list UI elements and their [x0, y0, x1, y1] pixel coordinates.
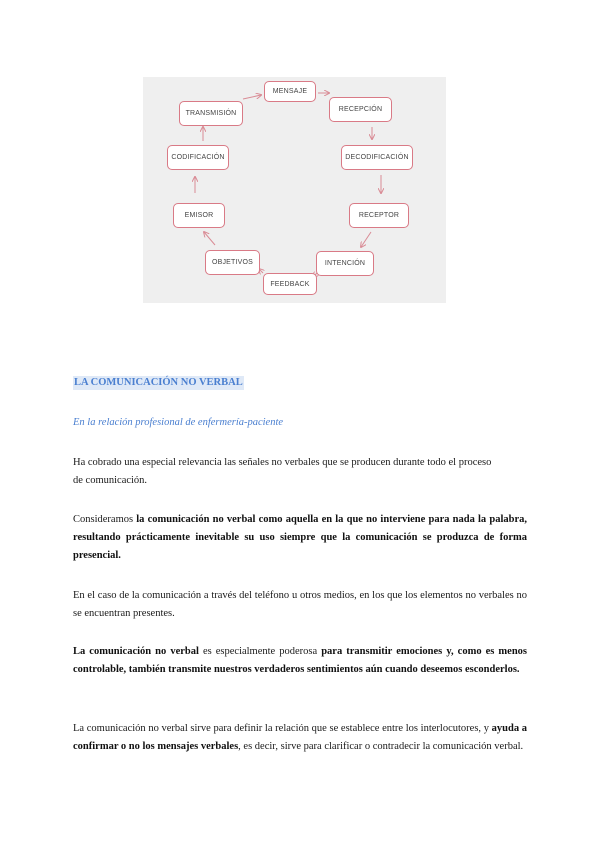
paragraph-2-text: Consideramos	[73, 514, 137, 525]
node-transmision: TRANSMISIÓN	[179, 101, 243, 126]
paragraph-1-line-2: de comunicación.	[73, 475, 148, 486]
paragraph-5	[73, 720, 527, 756]
paragraph-3-text: En el caso de la comunicación a través del teléfono u otros medios, en los que los elementos no verbales no se encuentran presentes.	[73, 590, 527, 619]
paragraph-4-bold-2: para transmitir emociones y, como es menos controlable, también transmite nuestros verdaderos sentimientos aún cuando deseemos esconderlos.	[73, 646, 527, 675]
node-recepcion: RECEPCIÓN	[329, 97, 392, 122]
paragraph-5-bold: ayuda a confirmar o no los mensajes verbales	[73, 723, 527, 752]
section-heading: LA COMUNICACIÓN NO VERBAL	[74, 377, 243, 388]
paragraph-3	[73, 587, 527, 623]
paragraph-4-text: es especialmente poderosa	[198, 646, 322, 657]
node-codificacion: CODIFICACIÓN	[167, 145, 229, 170]
arrow-receptor-intencion	[361, 232, 371, 247]
paragraph-2	[73, 511, 527, 565]
paragraph-5-text-2: , es decir, sirve para clarificar o contradecir la comunicación verbal.	[238, 741, 524, 752]
paragraph-1-line-1: Ha cobrado una especial relevancia las señales no verbales que se producen durante todo el proceso	[73, 457, 492, 468]
node-emisor: EMISOR	[173, 203, 225, 228]
node-decodificacion: DECODIFICACIÓN	[341, 145, 413, 170]
section-subheading: En la relación profesional de enfermería-paciente	[73, 417, 284, 428]
paragraph-4	[73, 643, 527, 679]
arrow-objetivos-emisor	[204, 232, 215, 245]
paragraph-5-text-1: La comunicación no verbal sirve para definir la relación que se establece entre los interlocutores, y	[73, 723, 492, 734]
node-feedback: FEEDBACK	[263, 273, 317, 295]
arrow-transmision-mensaje	[243, 95, 261, 99]
node-intencion: INTENCIÓN	[316, 251, 374, 276]
node-mensaje: MENSAJE	[264, 81, 316, 102]
node-objetivos: OBJETIVOS	[205, 250, 260, 275]
communication-process-diagram	[143, 77, 446, 303]
paragraph-1	[73, 454, 527, 490]
paragraph-2-bold: la comunicación no verbal como aquella en la que no interviene para nada la palabra, resultando prácticamente inevitable su uso siempre que la comunicación se produzca de forma presencial.	[73, 514, 527, 561]
node-receptor: RECEPTOR	[349, 203, 409, 228]
paragraph-4-bold-1: La comunicación no verbal	[73, 646, 199, 657]
